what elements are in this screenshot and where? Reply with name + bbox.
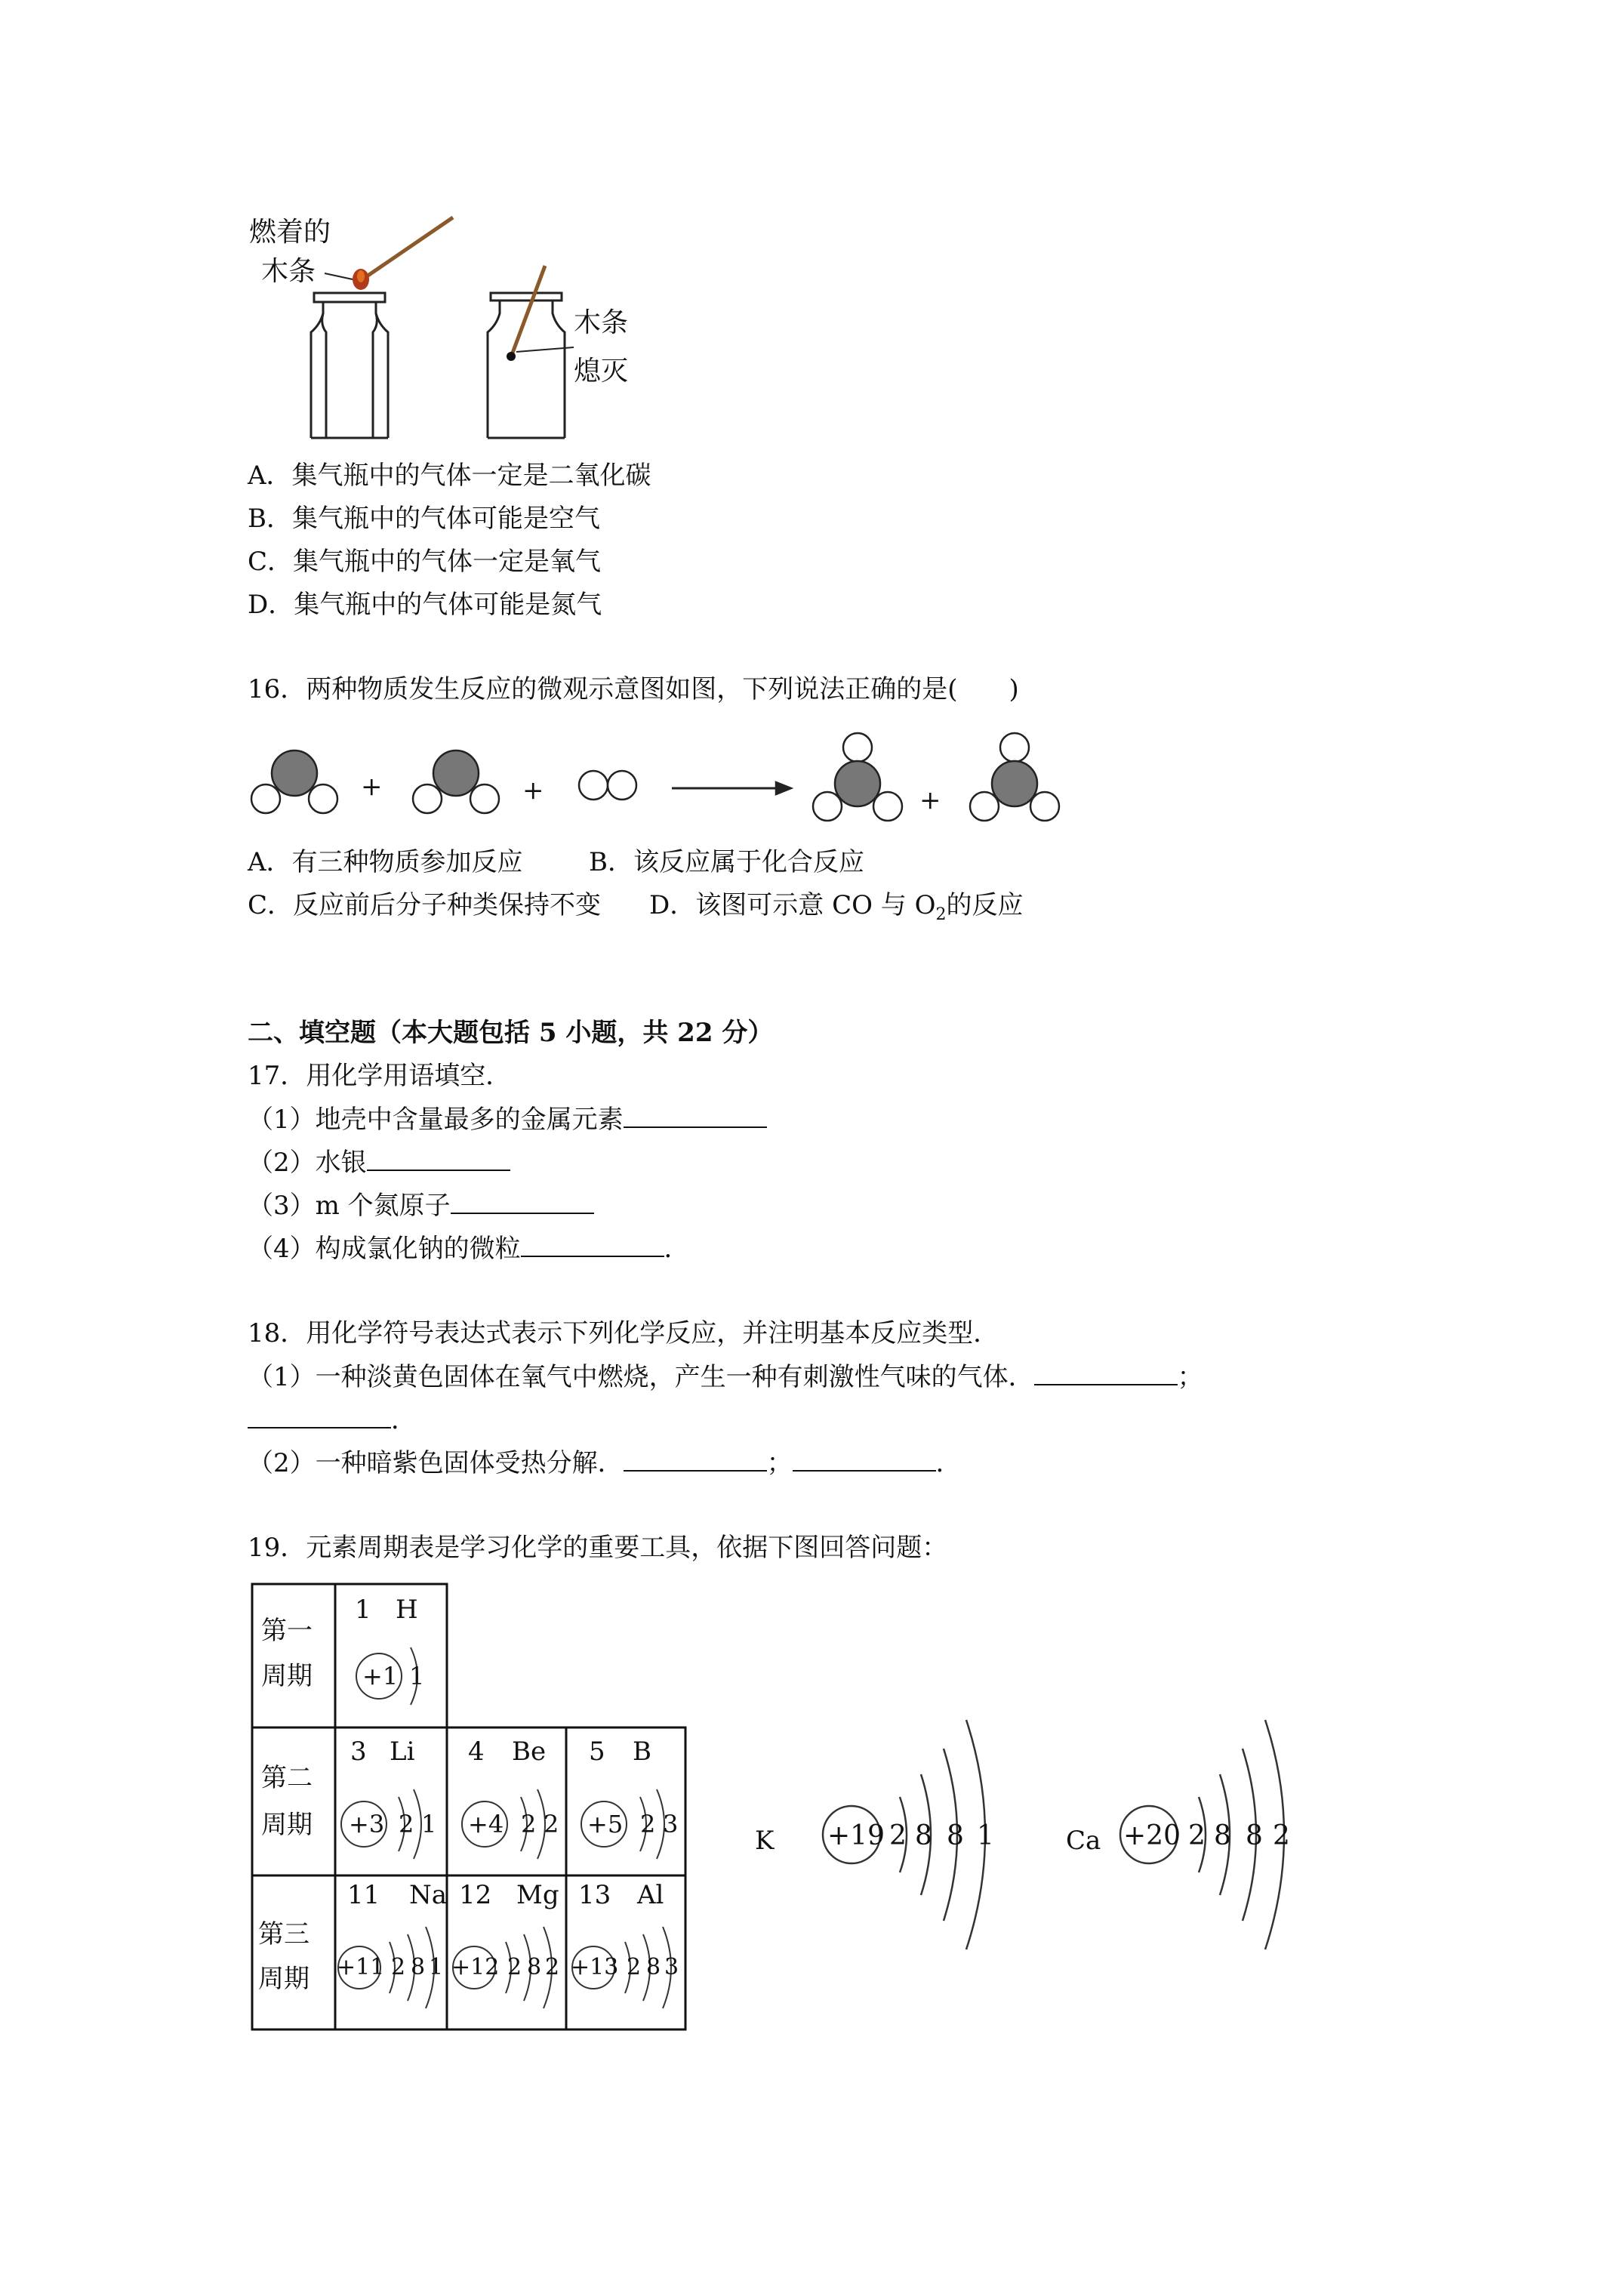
plus-sign-3: + <box>919 785 941 815</box>
burning-splint-label-line2: 木条 <box>261 256 316 287</box>
element-mg-nucleus: +12 <box>451 1954 500 1980</box>
plus-sign-2: + <box>522 775 544 806</box>
element-al-shell-3: 3 <box>664 1954 679 1980</box>
q16-option-d-suffix: 的反应 <box>946 890 1024 920</box>
element-na-number: 11 <box>347 1880 380 1910</box>
element-al-nucleus: +13 <box>571 1954 619 1980</box>
atom-k-nucleus: +19 <box>827 1820 885 1851</box>
element-mg-shell-3: 2 <box>545 1954 560 1980</box>
q17-item-1-text: （1）地壳中含量最多的金属元素 <box>248 1105 624 1135</box>
period-3-label-a: 第三 <box>258 1919 310 1949</box>
element-be-nucleus: +4 <box>468 1810 504 1838</box>
element-na-symbol: Na <box>409 1880 448 1910</box>
q17-answer-blank-3[interactable] <box>451 1190 594 1214</box>
element-mg-number: 12 <box>459 1880 492 1910</box>
q17-item-4-text: （4）构成氯化钠的微粒 <box>248 1234 521 1264</box>
q19-stem: 19．元素周期表是学习化学的重要工具，依据下图回答问题： <box>248 1533 948 1563</box>
atom-k-shell-3: 8 <box>947 1820 964 1851</box>
burning-splint-label-line1: 燃着的 <box>249 217 331 248</box>
element-h-nucleus: +1 <box>362 1662 399 1690</box>
period-3-label-b: 周期 <box>258 1964 310 1994</box>
atom-k-symbol: K <box>755 1826 775 1856</box>
q17-item-3-text: （3）m 个氮原子 <box>248 1191 451 1221</box>
element-li-nucleus: +3 <box>349 1810 385 1838</box>
q17-answer-blank-2[interactable] <box>367 1147 510 1171</box>
q18-answer-blank-1a[interactable] <box>1034 1361 1178 1385</box>
period-2-label-a: 第二 <box>261 1763 313 1793</box>
element-be-symbol: Be <box>512 1737 547 1767</box>
element-na-nucleus: +11 <box>337 1954 385 1980</box>
q17-item-4 <box>248 1233 690 1264</box>
reactant-molecule-3 <box>579 771 636 800</box>
atom-ca-shell-3: 8 <box>1246 1820 1263 1851</box>
q16-option-d <box>649 890 1023 930</box>
q18-answer-blank-2a[interactable] <box>624 1447 767 1472</box>
element-al-shell-2: 8 <box>646 1954 661 1980</box>
element-be-number: 4 <box>468 1737 485 1767</box>
atom-ca-shell-1: 2 <box>1188 1820 1206 1851</box>
element-b-symbol: B <box>633 1737 651 1767</box>
q18-item-2-text: （2）一种暗紫色固体受热分解． <box>248 1448 624 1478</box>
element-li-symbol: Li <box>390 1737 415 1767</box>
element-al-number: 13 <box>578 1880 611 1910</box>
element-na-shell-3: 1 <box>429 1954 444 1980</box>
section-heading: 二、填空题（本大题包括 5 小题，共 22 分） <box>248 1018 774 1048</box>
q16-option-c: C．反应前后分子种类保持不变 <box>248 890 602 920</box>
period-1-label-b: 周期 <box>261 1661 313 1691</box>
q16-option-b: B．该反应属于化合反应 <box>589 847 864 877</box>
extinguished-label-line1: 木条 <box>574 307 629 338</box>
q17-answer-blank-1[interactable] <box>624 1104 767 1128</box>
q18-answer-blank-2b[interactable] <box>793 1447 936 1472</box>
q17-end-period: ． <box>664 1234 690 1264</box>
element-al-symbol: Al <box>637 1880 664 1910</box>
q18-semicolon-1: ； <box>1177 1362 1203 1392</box>
q15-option-c: C．集气瓶中的气体一定是氧气 <box>248 547 602 577</box>
element-be-shell-2: 2 <box>544 1810 559 1838</box>
element-be-shell-1: 2 <box>521 1810 537 1838</box>
q17-item-2-text: （2）水银 <box>248 1148 367 1178</box>
atom-ca-nucleus: +20 <box>1123 1820 1181 1851</box>
element-na-shell-2: 8 <box>411 1954 426 1980</box>
element-b-shell-1: 2 <box>640 1810 656 1838</box>
reactant-molecule-2 <box>413 750 499 813</box>
element-li-shell-2: 1 <box>421 1810 437 1838</box>
element-b-shell-2: 3 <box>663 1810 679 1838</box>
period-2-label-b: 周期 <box>261 1810 313 1840</box>
q17-item-1 <box>248 1104 767 1135</box>
q16-stem: 16．两种物质发生反应的微观示意图如图，下列说法正确的是( ) <box>248 674 1019 704</box>
q18-item-1 <box>248 1361 1203 1392</box>
gas-jar-left <box>311 293 388 438</box>
element-li-number: 3 <box>350 1737 367 1767</box>
element-b-number: 5 <box>589 1737 605 1767</box>
product-molecule-2 <box>970 733 1059 821</box>
q15-option-d: D．集气瓶中的气体可能是氮气 <box>248 590 602 620</box>
extinguished-label-line2: 熄灭 <box>574 356 629 387</box>
q18-stem: 18．用化学符号表达式表示下列化学反应，并注明基本反应类型． <box>248 1318 999 1348</box>
atom-ca-shell-2: 8 <box>1214 1820 1231 1851</box>
reactant-molecule-1 <box>251 750 337 813</box>
burning-splint <box>325 217 453 290</box>
element-h-number: 1 <box>355 1595 371 1625</box>
q16-option-d-subscript: 2 <box>935 905 947 924</box>
q15-option-a: A．集气瓶中的气体一定是二氧化碳 <box>248 461 651 491</box>
q17-item-3 <box>248 1190 594 1221</box>
q18-item-1-text: （1）一种淡黄色固体在氧气中燃烧，产生一种有刺激性气味的气体． <box>248 1362 1034 1392</box>
period-1-label-a: 第一 <box>261 1616 313 1646</box>
q17-item-2 <box>248 1147 510 1178</box>
element-al-shell-1: 2 <box>627 1954 642 1980</box>
atom-k-shell-2: 8 <box>915 1820 932 1851</box>
q17-stem: 17．用化学用语填空． <box>248 1061 512 1091</box>
q18-answer-blank-1b[interactable] <box>248 1404 391 1428</box>
element-h-shell-1: 1 <box>409 1662 425 1690</box>
q17-answer-blank-4[interactable] <box>521 1233 664 1257</box>
q16-option-d-prefix: D．该图可示意 CO 与 O <box>649 890 936 920</box>
q15-option-b: B．集气瓶中的气体可能是空气 <box>248 504 600 534</box>
element-b-nucleus: +5 <box>587 1810 624 1838</box>
element-mg-shell-2: 8 <box>527 1954 542 1980</box>
element-na-shell-1: 2 <box>391 1954 406 1980</box>
product-molecule-1 <box>813 733 902 821</box>
atom-k-shell-4: 1 <box>977 1820 994 1851</box>
atom-ca-symbol: Ca <box>1066 1826 1101 1856</box>
plus-sign-1: + <box>361 772 383 802</box>
q18-period-1: ． <box>391 1405 417 1435</box>
element-li-shell-1: 2 <box>399 1810 414 1838</box>
q18-item-1-continued <box>248 1404 417 1435</box>
q16-option-a: A．有三种物质参加反应 <box>248 847 523 877</box>
q18-period-2: ． <box>935 1448 962 1478</box>
q18-item-2 <box>248 1447 962 1478</box>
element-mg-shell-1: 2 <box>507 1954 522 1980</box>
element-mg-symbol: Mg <box>516 1880 559 1910</box>
q18-semicolon-2: ； <box>766 1448 793 1478</box>
atom-ca-shell-4: 2 <box>1273 1820 1290 1851</box>
element-h-symbol: H <box>396 1595 418 1625</box>
atom-k-shell-1: 2 <box>889 1820 907 1851</box>
